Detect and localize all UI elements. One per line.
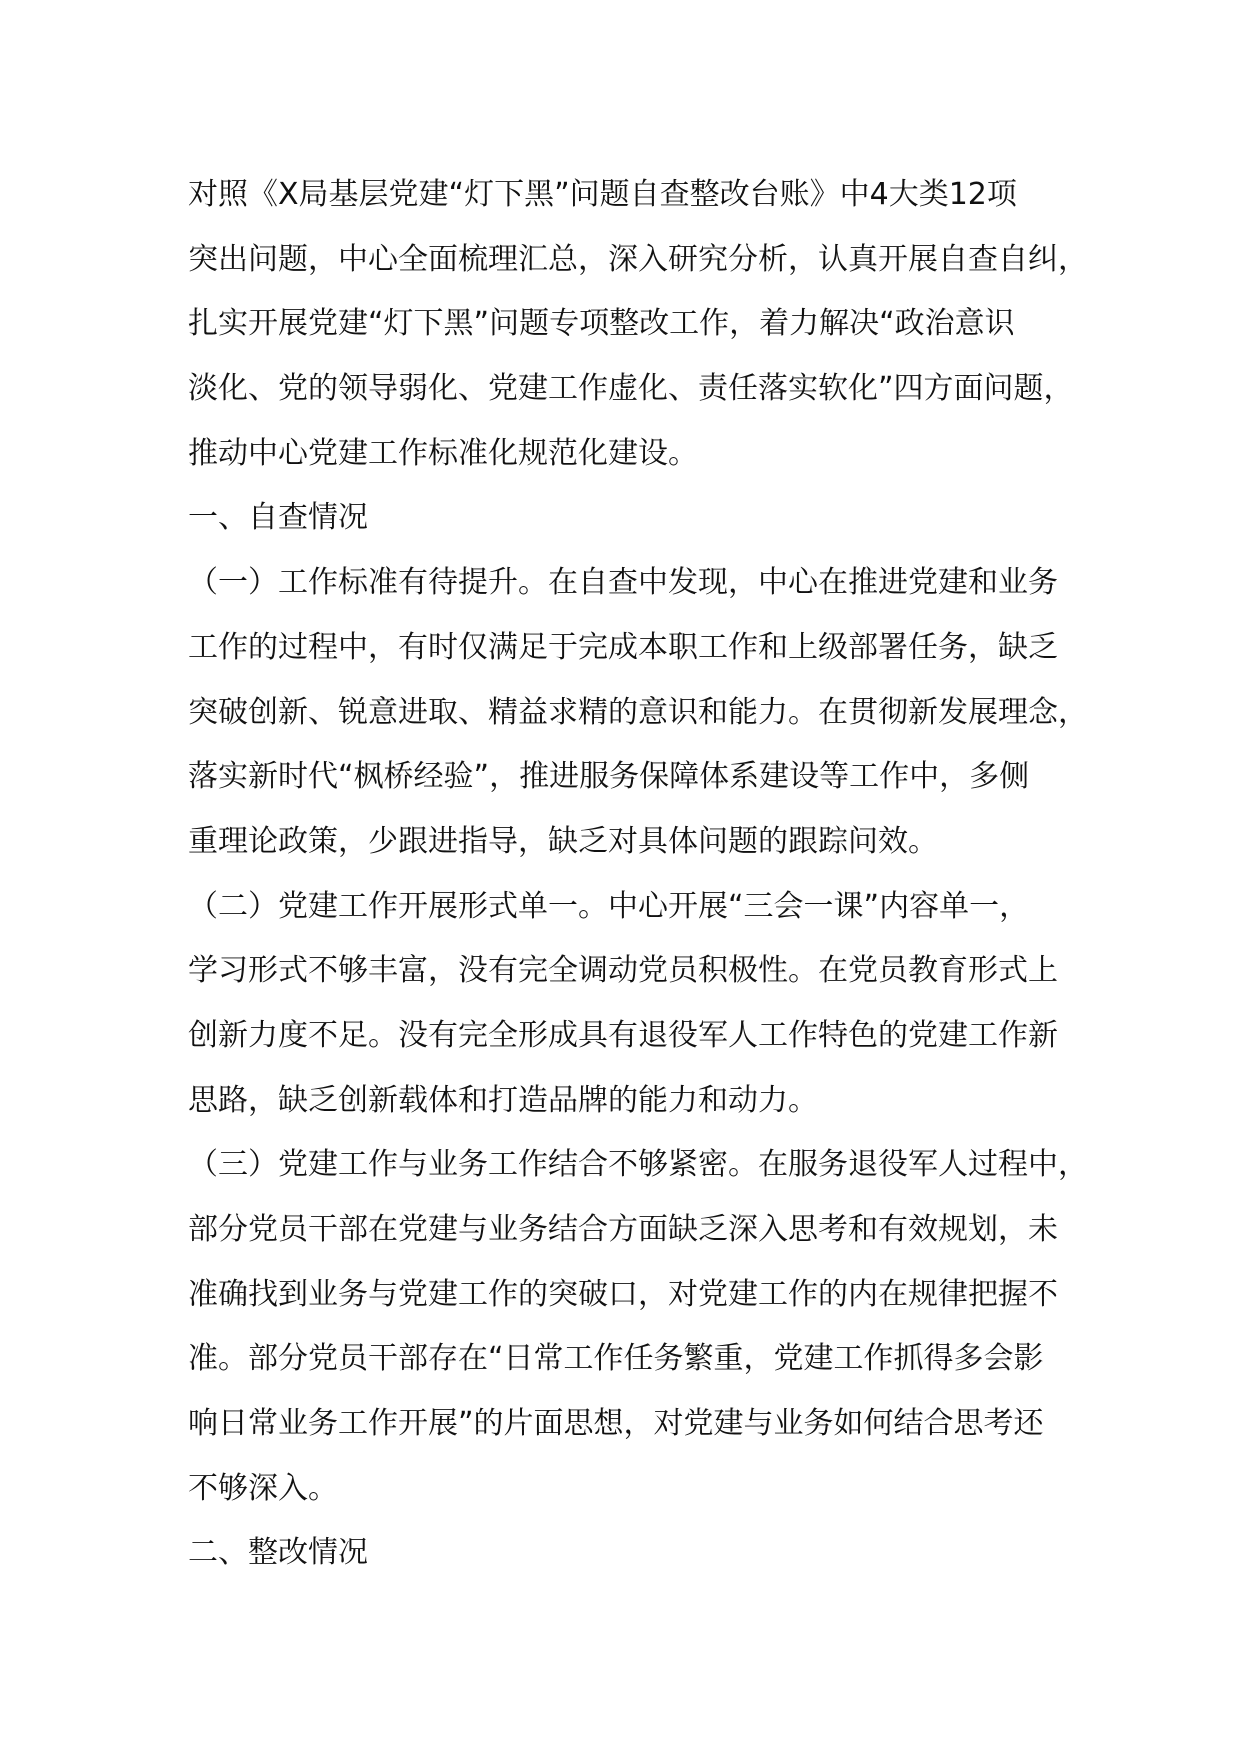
text-line: （二）党建工作开展形式单一。中心开展“三会一课”内容单一， [188, 888, 1030, 924]
text-line: 落实新时代“枫桥经验”，推进服务保障体系建设等工作中，多侧 [188, 759, 1030, 795]
document-body [188, 163, 1088, 1586]
text-line: 响日常业务工作开展”的片面思想，对党建与业务如何结合思考还 [188, 1406, 1044, 1442]
text-line: 突出问题，中心全面梳理汇总，深入研究分析，认真开展自查自纠， [188, 241, 1088, 277]
section-heading-rectification: 二、整改情况 [188, 1535, 368, 1571]
text-line: 不够深入。 [188, 1470, 338, 1506]
text-line: 部分党员干部在党建与业务结合方面缺乏深入思考和有效规划，未 [188, 1212, 1058, 1247]
text-line: 创新力度不足。没有完全形成具有退役军人工作特色的党建工作新 [188, 1017, 1058, 1053]
text-line: 对照《X局基层党建“灯下黑”问题自查整改台账》中4大类12项 [188, 177, 1017, 212]
text-line: 准确找到业务与党建工作的突破口，对党建工作的内在规律把握不 [188, 1276, 1058, 1312]
text-line: （一）工作标准有待提升。在自查中发现，中心在推进党建和业务 [188, 565, 1058, 601]
text-line: 准。部分党员干部存在“日常工作任务繁重，党建工作抓得多会影 [188, 1341, 1044, 1377]
text-line: 扎实开展党建“灯下黑”问题专项整改工作，着力解决“政治意识 [188, 306, 1015, 342]
text-line: （三）党建工作与业务工作结合不够紧密。在服务退役军人过程中， [188, 1147, 1088, 1183]
text-line: 突破创新、锐意进取、精益求精的意识和能力。在贯彻新发展理念， [188, 694, 1088, 730]
section-heading-self-inspection: 一、自查情况 [188, 500, 368, 536]
text-line: 淡化、党的领导弱化、党建工作虚化、责任落实软化”四方面问题， [188, 371, 1074, 407]
text-line: 重理论政策，少跟进指导，缺乏对具体问题的跟踪问效。 [188, 823, 938, 859]
text-line: 思路，缺乏创新载体和打造品牌的能力和动力。 [188, 1082, 818, 1118]
text-line: 学习形式不够丰富，没有完全调动党员积极性。在党员教育形式上 [188, 953, 1058, 989]
text-line: 推动中心党建工作标准化规范化建设。 [188, 435, 698, 471]
text-line: 工作的过程中，有时仅满足于完成本职工作和上级部署任务，缺乏 [188, 629, 1058, 665]
